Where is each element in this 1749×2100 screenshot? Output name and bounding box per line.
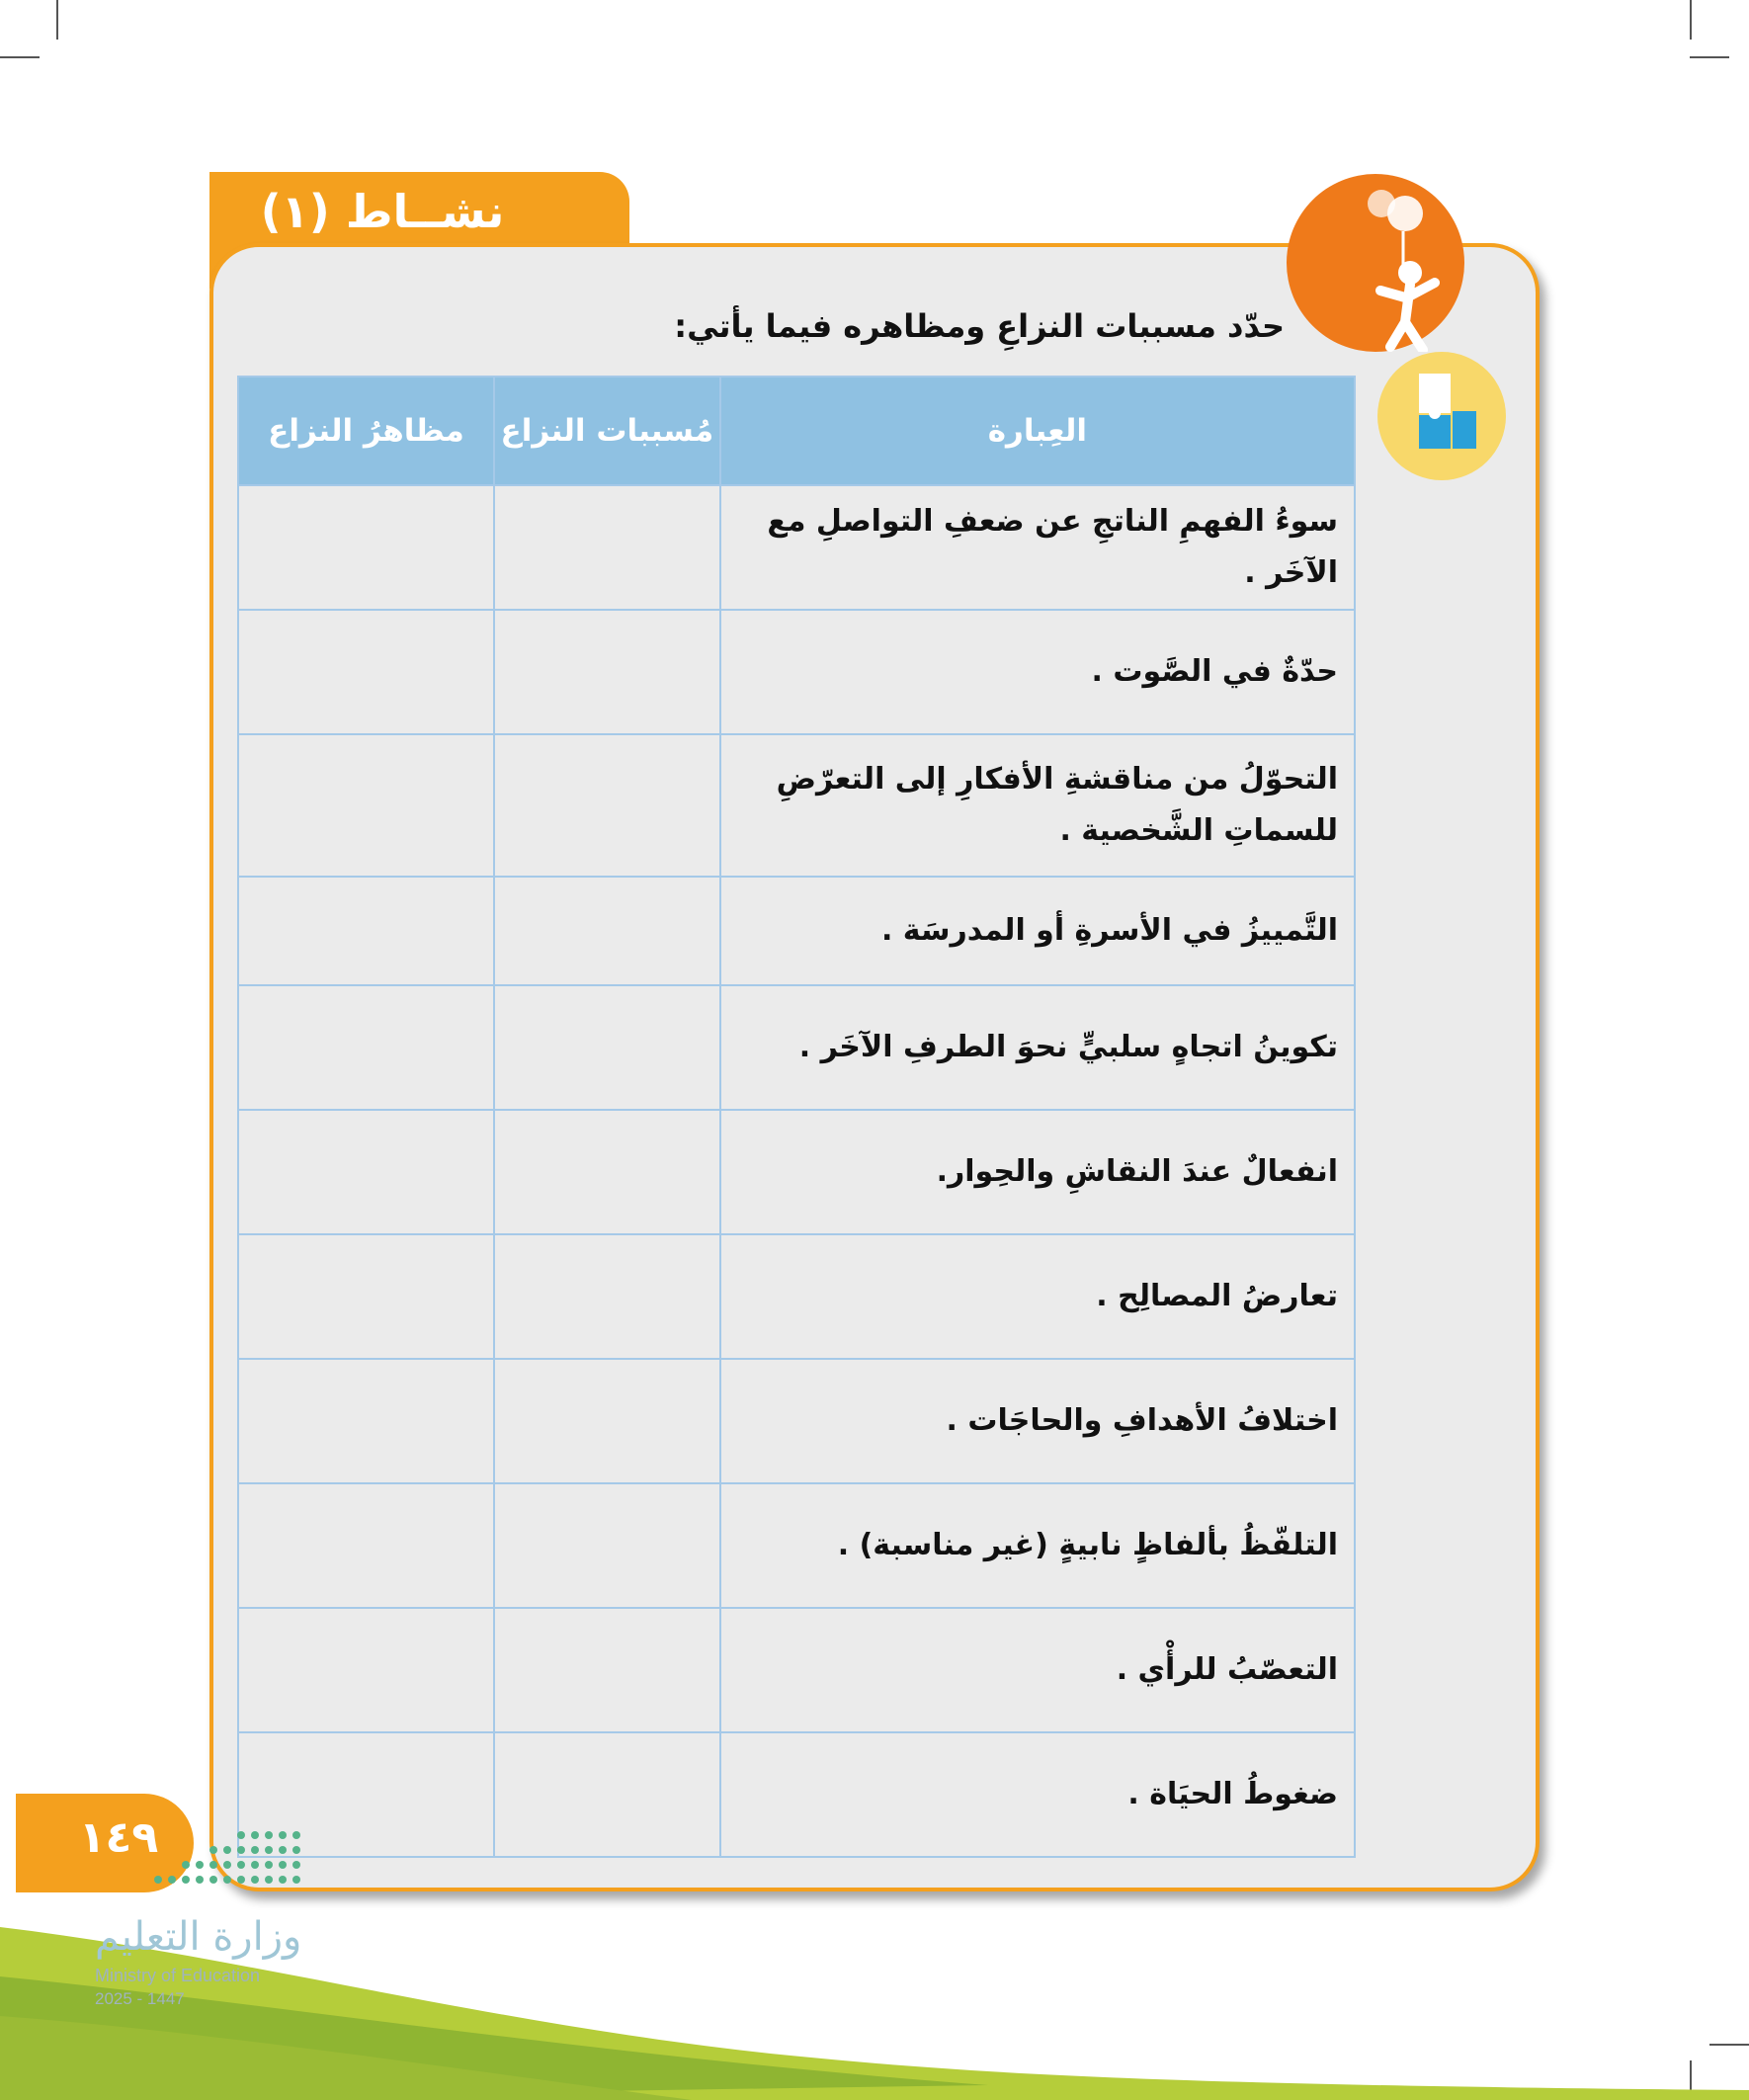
causes-cell[interactable] <box>494 485 720 610</box>
statement-cell: التَّمييزُ في الأسرةِ أو المدرسَة . <box>720 877 1355 985</box>
table-row <box>238 877 1355 985</box>
causes-cell[interactable] <box>494 877 720 985</box>
crop-mark <box>1690 56 1729 58</box>
manifestations-cell[interactable] <box>238 985 494 1110</box>
ministry-name-arabic: وزارة التعليم <box>95 1914 302 1960</box>
causes-cell[interactable] <box>494 1483 720 1608</box>
table-row <box>238 1110 1355 1234</box>
statement-cell: تعارضُ المصالِح . <box>720 1234 1355 1359</box>
manifestations-cell[interactable] <box>238 877 494 985</box>
causes-cell[interactable] <box>494 1359 720 1483</box>
manifestations-cell[interactable] <box>238 1483 494 1608</box>
table-row <box>238 1732 1355 1857</box>
causes-cell[interactable] <box>494 1608 720 1732</box>
header-causes: مُسببات النزاع <box>494 377 720 485</box>
causes-cell[interactable] <box>494 610 720 734</box>
causes-cell[interactable] <box>494 1732 720 1857</box>
manifestations-cell[interactable] <box>238 1110 494 1234</box>
header-statement: العِبارة <box>720 377 1355 485</box>
causes-cell[interactable] <box>494 1234 720 1359</box>
statement-cell: التعصّبُ للرأْي . <box>720 1608 1355 1732</box>
ministry-year: 2025 - 1447 <box>95 1989 185 2008</box>
statement-cell: انفعالٌ عندَ النقاشِ والحِوار. <box>720 1110 1355 1234</box>
statement-cell: ضغوطُ الحيَاة . <box>720 1732 1355 1857</box>
activity-table <box>237 376 1356 1858</box>
statement-cell: تكوينُ اتجاهٍ سلبيٍّ نحوَ الطرفِ الآخَر . <box>720 985 1355 1110</box>
statement-cell: اختلافُ الأهدافِ والحاجَات . <box>720 1359 1355 1483</box>
manifestations-cell[interactable] <box>238 1608 494 1732</box>
puzzle-icon <box>1377 352 1506 480</box>
table-row <box>238 610 1355 734</box>
ministry-logo-icon <box>148 1820 316 1899</box>
table-row <box>238 1234 1355 1359</box>
header-manifestations: مظاهرُ النزاع <box>238 377 494 485</box>
activity-title: نشــاط (١) <box>260 185 505 238</box>
statement-cell: حدّةٌ في الصَّوت . <box>720 610 1355 734</box>
manifestations-cell[interactable] <box>238 1359 494 1483</box>
manifestations-cell[interactable] <box>238 485 494 610</box>
statement-cell: التلفّظُ بألفاظٍ نابيةٍ (غير مناسبة) . <box>720 1483 1355 1608</box>
crop-mark <box>0 56 40 58</box>
manifestations-cell[interactable] <box>238 610 494 734</box>
causes-cell[interactable] <box>494 734 720 877</box>
causes-cell[interactable] <box>494 985 720 1110</box>
statement-cell: سوءُ الفهمِ الناتجِ عن ضعفِ التواصلِ مع الآخَر . <box>720 485 1355 610</box>
page-number: ١٤٩ <box>78 1812 159 1863</box>
table-row <box>238 1359 1355 1483</box>
table-row <box>238 1483 1355 1608</box>
instruction-text: حدّد مسببات النزاعِ ومظاهره فيما يأتي: <box>674 307 1285 345</box>
manifestations-cell[interactable] <box>238 734 494 877</box>
manifestations-cell[interactable] <box>238 1234 494 1359</box>
balloon-child-icon <box>1287 174 1464 352</box>
table-row <box>238 985 1355 1110</box>
crop-mark <box>56 0 58 40</box>
table-header-row <box>238 377 1355 485</box>
causes-cell[interactable] <box>494 1110 720 1234</box>
crop-mark <box>1690 0 1692 40</box>
table-row <box>238 734 1355 877</box>
statement-cell: التحوّلُ من مناقشةِ الأفكارِ إلى التعرّضِ للسماتِ الشَّخصية . <box>720 734 1355 877</box>
table-row <box>238 1608 1355 1732</box>
ministry-name-english: Ministry of Education <box>95 1966 261 1985</box>
table-row <box>238 485 1355 610</box>
